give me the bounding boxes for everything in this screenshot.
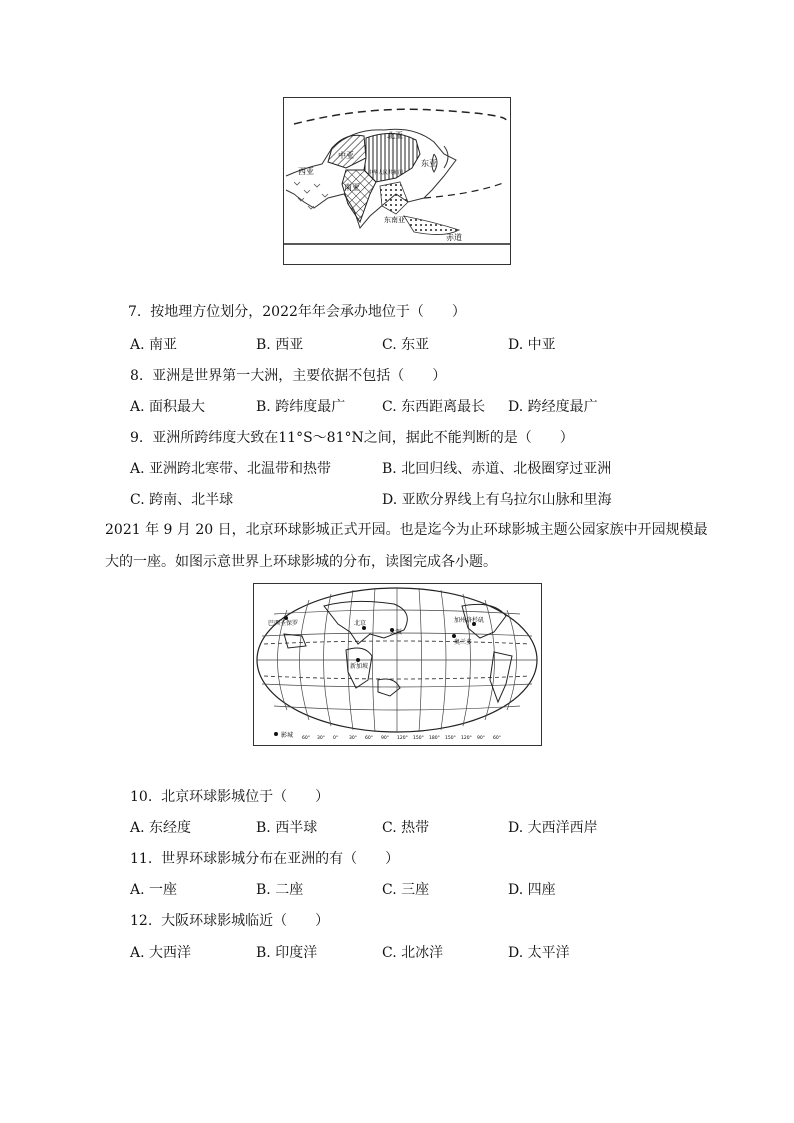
label-central-asia: 中亚	[338, 151, 354, 160]
option-8a[interactable]: A. 面积最大	[130, 399, 206, 415]
option-9a[interactable]: A. 亚洲跨北寒带、北温带和热带	[130, 461, 332, 477]
option-8c[interactable]: C. 东西距离最长	[382, 399, 486, 415]
option-10a[interactable]: A. 东经度	[130, 820, 192, 836]
city-osaka: 大阪	[390, 629, 403, 636]
city-los-angeles: 加州洛杉矶	[454, 617, 485, 624]
option-11b[interactable]: B. 二座	[256, 882, 304, 898]
lon-label: 30°	[349, 736, 357, 741]
lon-label: 180°	[429, 736, 440, 741]
option-7d[interactable]: D. 中亚	[508, 337, 556, 353]
label-north-asia: 北亚	[387, 131, 403, 140]
option-7b[interactable]: B. 西亚	[256, 337, 304, 353]
option-8b[interactable]: B. 跨纬度最广	[256, 399, 346, 415]
lon-label: 150°	[445, 736, 456, 741]
question-11	[130, 850, 399, 868]
question-number: 11.	[130, 851, 153, 867]
lon-label: 90°	[477, 736, 485, 741]
question-text: 世界环球影城分布在亚洲的有（ ）	[161, 851, 400, 867]
option-10b[interactable]: B. 西半球	[256, 820, 318, 836]
lon-label: 150°	[413, 736, 424, 741]
city-singapore: 新加坡	[350, 663, 369, 670]
option-11d[interactable]: D. 四座	[508, 882, 556, 898]
label-west-asia: 西亚	[298, 167, 314, 176]
question-number: 9.	[130, 430, 144, 446]
intro-line-1: 2021 年 9 月 20 日，北京环球影城正式开园。也是迄今为止环球影城主题公园家族中开园规模最	[105, 522, 708, 538]
label-south-asia: 南亚	[344, 183, 360, 192]
option-8d[interactable]: D. 跨经度最广	[508, 399, 598, 415]
lon-label: 90°	[381, 736, 389, 741]
question-9	[130, 429, 574, 447]
option-9d[interactable]: D. 亚欧分界线上有乌拉尔山脉和里海	[382, 492, 612, 508]
lon-label: 0°	[333, 736, 339, 741]
question-8	[130, 367, 446, 385]
option-11a[interactable]: A. 一座	[130, 882, 178, 898]
option-11c[interactable]: C. 三座	[382, 882, 430, 898]
lon-label: 120°	[461, 736, 472, 741]
option-7a[interactable]: A. 南亚	[130, 337, 178, 353]
option-7c[interactable]: C. 东亚	[382, 337, 430, 353]
lon-label: 60°	[302, 736, 310, 741]
question-text: 北京环球影城位于（ ）	[161, 789, 330, 805]
question-number: 8.	[130, 368, 144, 384]
question-7	[128, 303, 466, 321]
label-china: 中华人民共和国	[368, 170, 404, 176]
label-equator: 赤道	[446, 233, 462, 242]
question-text: 亚洲是世界第一大洲，主要依据不包括（ ）	[152, 368, 447, 384]
option-12c[interactable]: C. 北冰洋	[382, 945, 444, 961]
city-beijing: 北京	[354, 620, 367, 627]
label-east-asia: 东亚	[421, 159, 437, 168]
city-orlando: 奥兰多	[454, 639, 473, 646]
option-12b[interactable]: B. 印度洋	[256, 945, 318, 961]
legend-studio: 影城	[281, 732, 294, 739]
question-10	[130, 788, 329, 806]
lon-label: 60°	[493, 736, 501, 741]
question-text: 亚洲所跨纬度大致在11°S～81°N之间，据此不能判断的是（ ）	[152, 430, 574, 446]
option-12d[interactable]: D. 太平洋	[508, 945, 570, 961]
option-9b[interactable]: B. 北回归线、赤道、北极圈穿过亚洲	[382, 461, 612, 477]
question-text: 大阪环球影城临近（ ）	[161, 913, 330, 929]
question-12	[130, 912, 329, 930]
lon-label: 30°	[317, 736, 325, 741]
question-number: 7.	[128, 304, 142, 320]
option-9c[interactable]: C. 跨南、北半球	[130, 492, 234, 508]
question-number: 12.	[130, 913, 153, 929]
intro-line-2: 大的一座。如图示意世界上环球影城的分布，读图完成各小题。	[105, 554, 497, 570]
city-sao-paulo: 巴西圣保罗	[268, 620, 299, 627]
option-12a[interactable]: A. 大西洋	[130, 945, 192, 961]
question-text: 按地理方位划分，2022年年会承办地位于（ ）	[150, 304, 466, 320]
label-southeast-asia: 东南亚	[384, 216, 405, 224]
option-10d[interactable]: D. 大西洋西岸	[508, 820, 598, 836]
world-universal-studios-map	[253, 583, 542, 746]
lon-label: 60°	[365, 736, 373, 741]
asia-regions-map	[283, 97, 511, 265]
question-number: 10.	[130, 789, 153, 805]
option-10c[interactable]: C. 热带	[382, 820, 430, 836]
lon-label: 120°	[397, 736, 408, 741]
